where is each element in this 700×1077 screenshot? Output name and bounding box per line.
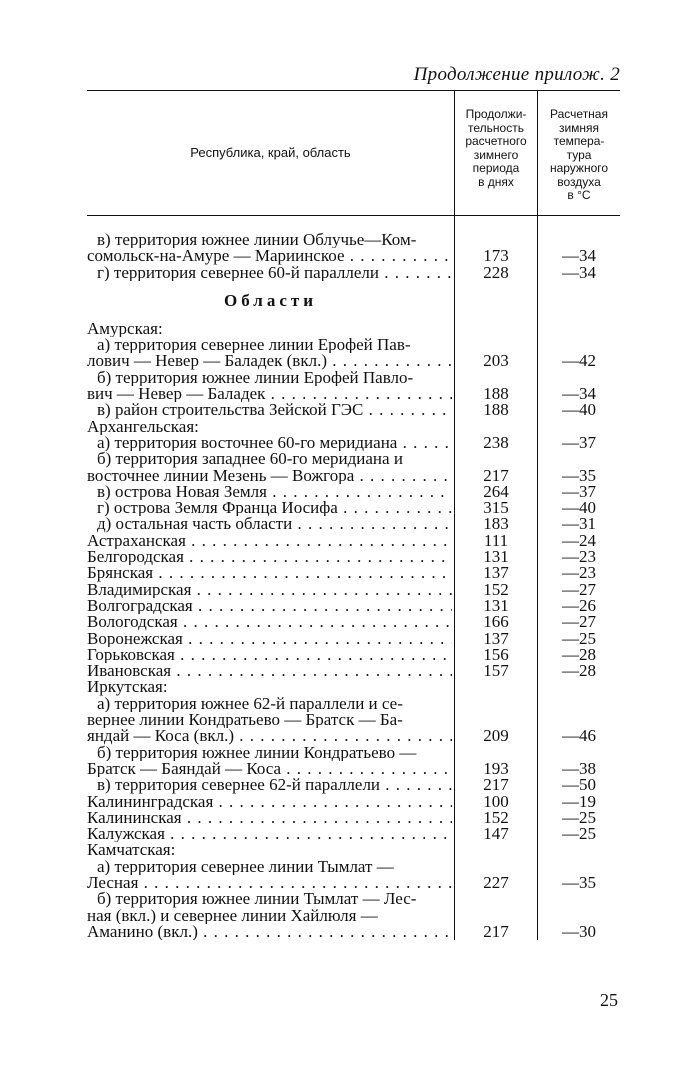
header-line: тура xyxy=(566,147,592,162)
region-name: а) территория севернее линии Тымлат — xyxy=(97,858,394,875)
heating-period-days: 209 xyxy=(483,726,509,746)
heating-period-days: 111 xyxy=(483,530,509,550)
table-row xyxy=(87,791,627,811)
table-row xyxy=(87,337,627,353)
table-row xyxy=(87,481,627,501)
heating-period-days: 238 xyxy=(483,432,509,452)
table-row xyxy=(87,516,627,532)
winter-temperature: —27 xyxy=(562,579,596,599)
table-row xyxy=(87,530,627,550)
running-title: Продолжение прилож. 2 xyxy=(413,64,620,85)
table-row xyxy=(87,500,627,516)
table-row xyxy=(87,807,627,827)
column-header-days xyxy=(455,108,537,189)
header-line: периода xyxy=(472,161,520,175)
winter-temperature: —30 xyxy=(562,921,596,941)
winter-temperature: —40 xyxy=(562,498,596,518)
heating-period-days: 188 xyxy=(483,384,509,404)
table-row xyxy=(87,232,627,248)
header-line: наружного xyxy=(549,161,609,175)
region-name: сомольск-на-Амуре — Мариинское . . . xyxy=(87,248,452,264)
heating-period-days: 217 xyxy=(483,921,509,941)
region-name: Калужская . . . xyxy=(87,826,452,842)
region-name: б) территория южнее линии Тымлат — Лес- xyxy=(97,891,417,908)
heating-period-days: 137 xyxy=(483,628,509,648)
table-row xyxy=(87,826,627,842)
heating-period-days: 203 xyxy=(483,351,509,371)
header-line: Продолжи- xyxy=(465,107,527,121)
table-row xyxy=(87,777,627,793)
heating-period-days: 131 xyxy=(483,595,509,615)
table-header-rule xyxy=(87,215,620,216)
table-row xyxy=(87,679,627,695)
table-row xyxy=(87,248,627,264)
region-name: лович — Невер — Баладек (вкл.) . . . xyxy=(87,353,452,369)
header-line: в днях xyxy=(478,174,514,189)
winter-temperature: —34 xyxy=(562,246,596,266)
region-name: б) территория южнее линии Ерофей Павло- xyxy=(97,369,414,387)
header-line: тельность xyxy=(468,120,524,135)
column-header-name: Республика, край, область xyxy=(190,145,351,160)
winter-temperature: —24 xyxy=(562,530,596,550)
heating-period-days: 147 xyxy=(483,824,509,844)
heating-period-days: 156 xyxy=(483,644,509,664)
region-name: Владимирская . . . xyxy=(87,582,452,598)
region-name: а) территория севернее линии Ерофей Пав- xyxy=(97,337,411,354)
region-name: Воронежская . . . xyxy=(87,631,452,647)
winter-temperature: —35 xyxy=(562,465,596,485)
heating-period-days: 264 xyxy=(483,481,509,501)
heating-period-days: 166 xyxy=(483,612,509,632)
heating-period-days: 188 xyxy=(483,400,509,420)
winter-temperature: —50 xyxy=(562,775,596,795)
region-name: Астраханская . . . xyxy=(87,533,452,549)
region-name: б) территория западнее 60-го меридиана и xyxy=(97,451,403,468)
region-name: Лесная . . . xyxy=(87,875,452,891)
winter-temperature: —23 xyxy=(562,563,596,583)
table-row xyxy=(87,451,627,467)
table-row xyxy=(87,859,627,875)
region-name: вернее линии Кондратьево — Братск — Ба- xyxy=(87,712,403,729)
table-row xyxy=(87,614,627,630)
region-name: Ивановская . . . xyxy=(87,663,452,679)
region-name: Вологодская . . . xyxy=(87,614,452,630)
table-row xyxy=(87,696,627,712)
winter-temperature: —37 xyxy=(562,432,596,452)
region-name: восточнее линии Мезень — Вожгора . . . xyxy=(87,468,452,484)
region-name: в) территория севернее 62-й параллели . . . xyxy=(97,777,452,793)
region-name: в) район строительства Зейской ГЭС . . . xyxy=(97,402,452,418)
region-name: д) остальная часть области . . . xyxy=(97,516,452,532)
winter-temperature: —28 xyxy=(562,644,596,664)
heating-period-days: 131 xyxy=(483,547,509,567)
table-row xyxy=(87,370,627,386)
heating-period-days: 193 xyxy=(483,758,509,778)
region-name: Архангельская: xyxy=(87,418,199,435)
table-row xyxy=(87,353,627,369)
table-row xyxy=(87,758,627,778)
winter-temperature: —35 xyxy=(562,872,596,892)
table-row xyxy=(87,262,627,282)
region-name: в) острова Новая Земля . . . xyxy=(97,484,452,500)
winter-temperature: —27 xyxy=(562,612,596,632)
table-row xyxy=(87,595,627,615)
table-row xyxy=(87,579,627,599)
table-row xyxy=(87,842,627,858)
region-name: Братск — Баяндай — Коса . . . xyxy=(87,761,452,777)
column-header-temp xyxy=(538,108,620,203)
region-name: Калининградская . . . xyxy=(87,794,452,810)
winter-temperature: —26 xyxy=(562,595,596,615)
region-name: а) территория восточнее 60-го меридиана . . . xyxy=(97,435,452,451)
section-heading: Области xyxy=(223,292,318,310)
winter-temperature: —42 xyxy=(562,351,596,371)
table-row xyxy=(87,402,627,418)
heating-period-days: 183 xyxy=(483,514,509,534)
table-row xyxy=(87,321,627,337)
table-row xyxy=(87,465,627,485)
section-heading-row xyxy=(87,281,627,321)
heating-period-days: 152 xyxy=(483,579,509,599)
heating-period-days: 152 xyxy=(483,807,509,827)
winter-temperature: —37 xyxy=(562,481,596,501)
table-row xyxy=(87,872,627,892)
region-name: г) территория севернее 60-й параллели . . . xyxy=(97,265,452,281)
region-name: в) территория южнее линии Облучье—Ком- xyxy=(97,232,417,249)
heating-period-days: 173 xyxy=(483,246,509,266)
region-name: Амурская: xyxy=(87,320,163,338)
region-name: Белгородская . . . xyxy=(87,549,452,565)
table-row xyxy=(87,549,627,565)
winter-temperature: —34 xyxy=(562,384,596,404)
heating-period-days: 217 xyxy=(483,465,509,485)
table-row xyxy=(87,628,627,648)
table-row xyxy=(87,891,627,907)
table-row xyxy=(87,419,627,435)
winter-temperature: —25 xyxy=(562,807,596,827)
heating-period-days: 100 xyxy=(483,791,509,811)
header-line: Расчетная xyxy=(550,107,608,121)
region-name: Брянская . . . xyxy=(87,565,452,581)
table-row xyxy=(87,908,627,924)
region-name: Калининская . . . xyxy=(87,810,452,826)
header-line: расчетного xyxy=(465,134,527,148)
heating-period-days: 228 xyxy=(483,262,509,282)
table-row xyxy=(87,386,627,402)
region-name: Волгоградская . . . xyxy=(87,598,452,614)
region-name: ная (вкл.) и севернее линии Хайлюля — xyxy=(87,907,378,924)
heating-period-days: 315 xyxy=(483,498,509,518)
region-name: а) территория южнее 62-й параллели и се- xyxy=(97,695,403,713)
table-row xyxy=(87,745,627,761)
winter-temperature: —38 xyxy=(562,758,596,778)
page-number: 25 xyxy=(600,990,618,1010)
region-name: г) острова Земля Франца Иосифа . . . xyxy=(97,500,452,516)
winter-temperature: —31 xyxy=(562,514,596,534)
region-name: яндай — Коса (вкл.) . . . xyxy=(87,728,452,744)
winter-temperature: —25 xyxy=(562,628,596,648)
table-row xyxy=(87,712,627,728)
winter-temperature: —28 xyxy=(562,661,596,681)
winter-temperature: —40 xyxy=(562,400,596,420)
header-line: в °С xyxy=(567,188,591,202)
winter-temperature: —46 xyxy=(562,726,596,746)
table-row xyxy=(87,921,627,941)
winter-temperature: —25 xyxy=(562,824,596,844)
region-name: вич — Невер — Баладек . . . xyxy=(87,386,452,402)
table-row xyxy=(87,728,627,744)
header-line: темпера- xyxy=(553,134,605,148)
table-row xyxy=(87,432,627,452)
header-line: зимнего xyxy=(473,147,519,162)
winter-temperature: —19 xyxy=(562,791,596,811)
heating-period-days: 227 xyxy=(483,872,509,892)
region-name: Аманино (вкл.) . . . xyxy=(87,924,452,940)
table-row xyxy=(87,663,627,679)
region-name: Камчатская: xyxy=(87,842,176,859)
table-body xyxy=(87,232,627,940)
region-name: Иркутская: xyxy=(87,679,168,696)
region-name: б) территория южнее линии Кондратьево — xyxy=(97,744,417,761)
table-row xyxy=(87,644,627,664)
heating-period-days: 137 xyxy=(483,563,509,583)
heating-period-days: 217 xyxy=(483,775,509,795)
winter-temperature: —23 xyxy=(562,547,596,567)
header-line: воздуха xyxy=(557,174,601,189)
table-row xyxy=(87,565,627,581)
header-line: зимняя xyxy=(558,120,600,135)
heating-period-days: 157 xyxy=(483,661,509,681)
winter-temperature: —34 xyxy=(562,262,596,282)
region-name: Горьковская . . . xyxy=(87,647,452,663)
